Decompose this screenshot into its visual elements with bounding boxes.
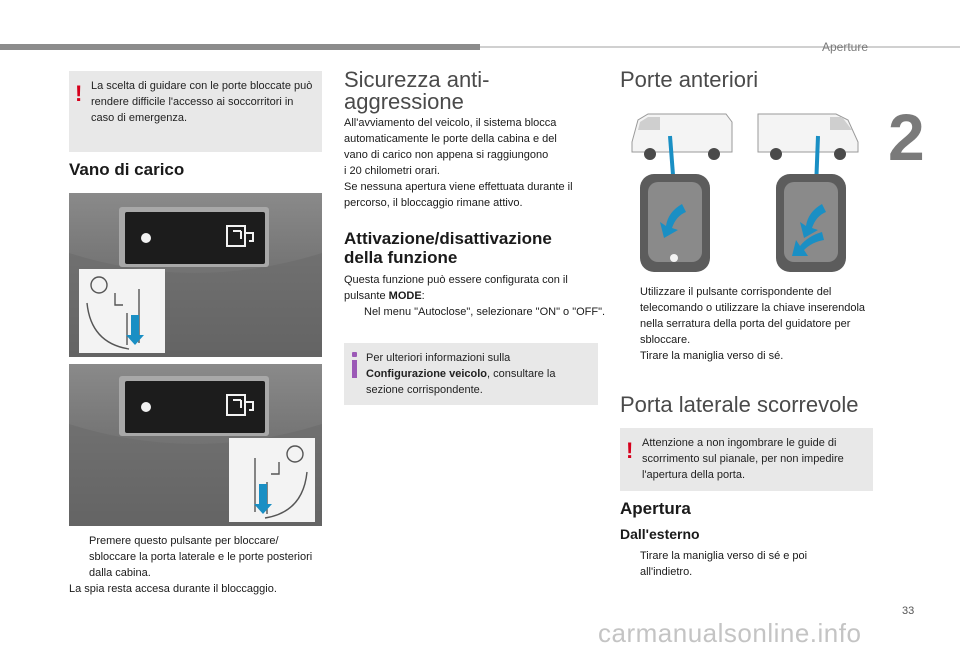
activation-text: Questa funzione può essere configurata con il pulsante MODE: Nel menu "Autoclose", selezionare "ON" o "OFF". bbox=[344, 274, 606, 318]
warning-icon: ! bbox=[626, 438, 634, 463]
chapter-number: 2 bbox=[888, 100, 925, 174]
activation-title: Attivazione/disattivazione della funzione bbox=[344, 229, 552, 267]
front-doors-title: Porte anteriori bbox=[620, 67, 759, 92]
warning-icon: ! bbox=[75, 81, 83, 106]
door-handle-right-icon bbox=[776, 174, 846, 272]
lock-button-photo-2 bbox=[69, 364, 322, 526]
warning-text: Attenzione a non ingombrare le guide di scorrimento sul pianale, per non impedire l'apertura della porta. bbox=[642, 437, 844, 481]
anti-aggression-text: All'avviamento del veicolo, il sistema blocca automaticamente le porte della cabina e del vano di carico non appena si raggiungono i 20 chilometri orari. Se nessuna apertura viene effettuata durante il percorso, il bloccaggio rimane attivo. bbox=[344, 117, 573, 209]
front-doors-illustration bbox=[626, 108, 874, 276]
van-left-icon bbox=[632, 114, 732, 160]
sliding-door-title: Porta laterale scorrevole bbox=[620, 392, 859, 417]
watermark: carmanualsonline.info bbox=[598, 618, 862, 648]
warning-text: La scelta di guidare con le porte bloccate può rendere difficile l'accesso ai soccorritori in caso di emergenza. bbox=[91, 80, 313, 124]
indicator-text: La spia resta accesa durante il bloccaggio. bbox=[69, 583, 277, 595]
info-icon bbox=[352, 352, 357, 378]
from-outside-title: Dall'esterno bbox=[620, 526, 700, 542]
header-bar bbox=[0, 44, 480, 50]
header-rule bbox=[480, 46, 960, 48]
bullet-item: Premere questo pulsante per bloccare/ sbloccare la porta laterale e le porte posteriori dalla cabina. bbox=[89, 535, 313, 579]
warning-notice-sliding bbox=[620, 428, 873, 491]
van-right-icon bbox=[758, 114, 858, 160]
bullet-item: Tirare la maniglia verso di sé e poi all'indietro. bbox=[640, 550, 808, 578]
bullet-item: Utilizzare il pulsante corrispondente del telecomando o utilizzare la chiave inserendola nella serratura della porta del guidatore per sbloccare. bbox=[640, 286, 866, 346]
mode-label: MODE bbox=[388, 290, 422, 302]
door-handle-left-icon bbox=[640, 174, 710, 272]
lock-button-photo-1 bbox=[69, 193, 322, 357]
bullet-item: Nel menu "Autoclose", selezionare "ON" o "OFF". bbox=[364, 306, 606, 318]
page-number: 33 bbox=[902, 605, 915, 617]
opening-title: Apertura bbox=[620, 499, 691, 518]
front-doors-instructions bbox=[620, 284, 882, 364]
section-label: Aperture bbox=[822, 40, 869, 54]
info-notice: Per ulteriori informazioni sulla Configurazione veicolo, consultare la sezione corrispondente. bbox=[344, 343, 598, 405]
cargo-instructions bbox=[69, 533, 325, 597]
bullet-item: Tirare la maniglia verso di sé. bbox=[640, 350, 784, 362]
warning-notice bbox=[69, 71, 322, 152]
from-outside-instructions bbox=[620, 548, 860, 580]
cargo-title: Vano di carico bbox=[69, 160, 185, 179]
anti-aggression-title: Sicurezza anti- aggressione bbox=[344, 67, 490, 114]
